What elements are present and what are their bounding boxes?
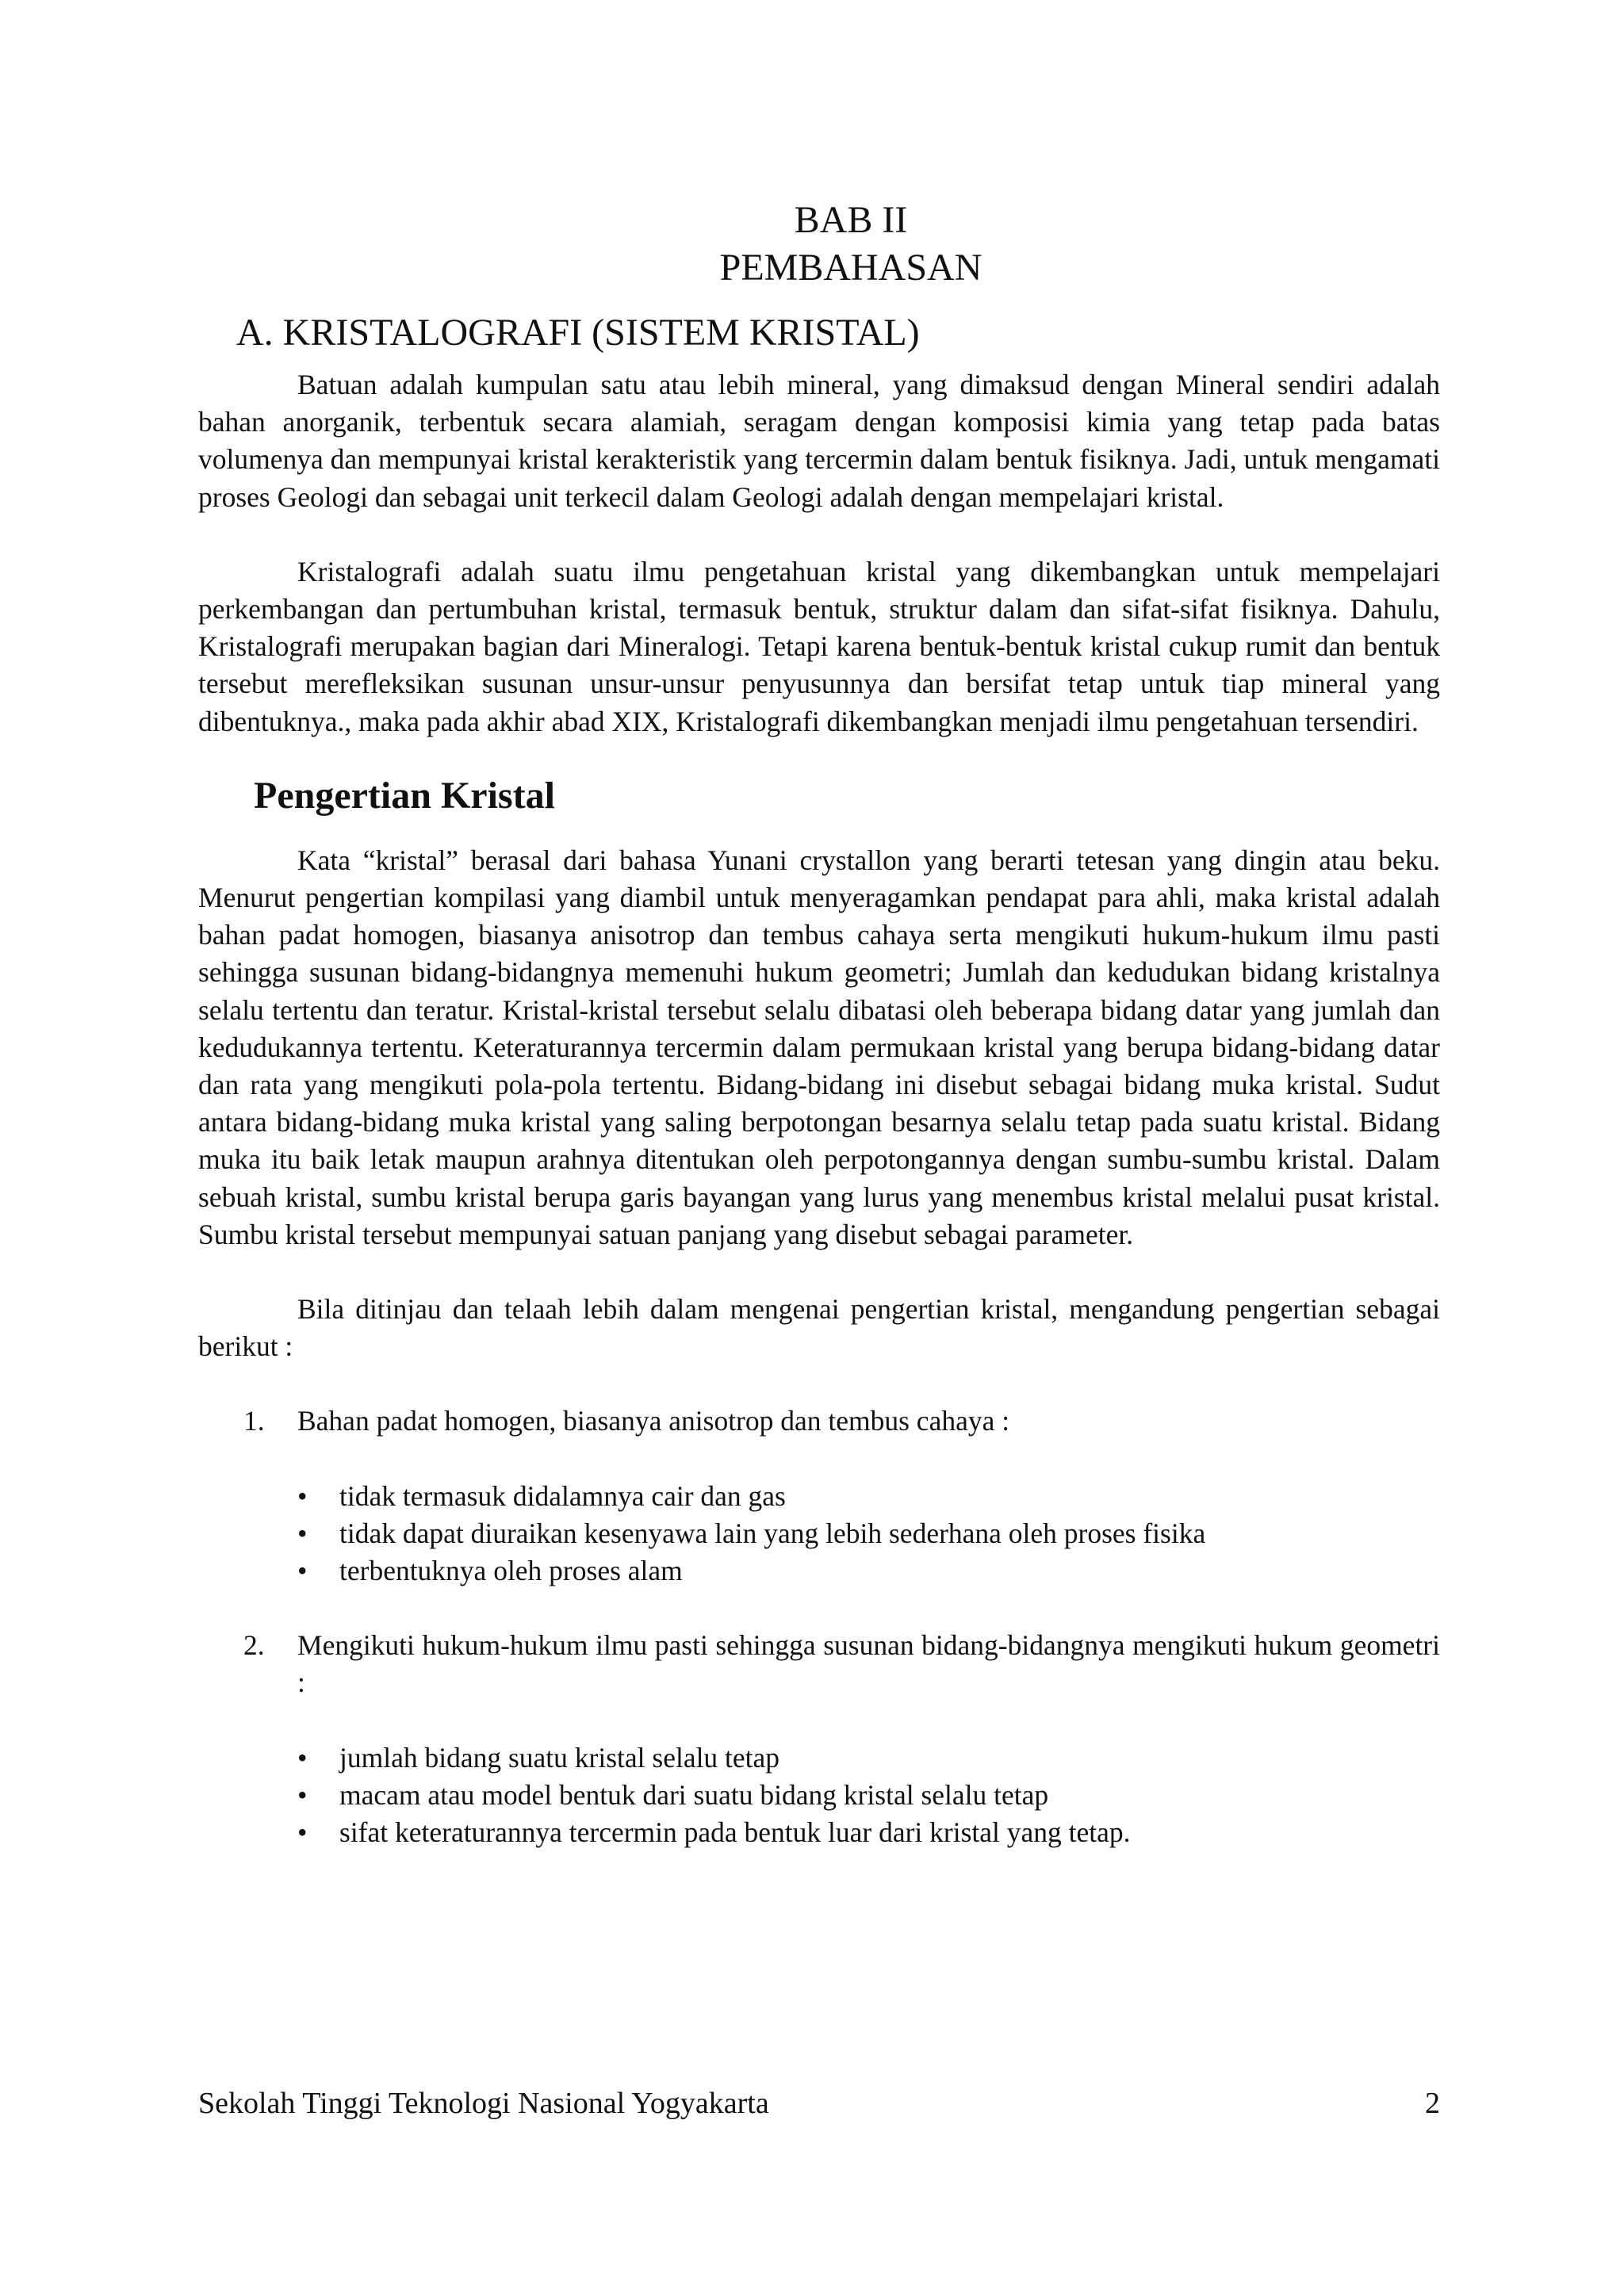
list-item (289, 1814, 1440, 1851)
list-item (289, 1739, 1440, 1777)
list-spacer (198, 1441, 1440, 1478)
bullet-icon: • (297, 1778, 308, 1811)
list-item (289, 1552, 1440, 1590)
bullet-text: sifat keteraturannya tercermin pada bentuk luar dari kristal yang tetap. (339, 1816, 1131, 1849)
paragraph-spacer (198, 516, 1440, 553)
numbered-item-1 (198, 1402, 1440, 1440)
page-footer (198, 2085, 1440, 2122)
footer-institution: Sekolah Tinggi Teknologi Nasional Yogyakarta (198, 2087, 769, 2120)
bullet-text: macam atau model bentuk dari suatu bidang kristal selalu tetap (339, 1778, 1049, 1811)
paragraph-bila-ditinjau: Bila ditinjau dan telaah lebih dalam mengenai pengertian kristal, mengandung pengertian sebagai berikut : (198, 1293, 1440, 1363)
bullet-list-2 (198, 1739, 1440, 1852)
bullet-icon: • (297, 1741, 308, 1774)
paragraph-kristalografi: Kristalografi adalah suatu ilmu pengetahuan kristal yang dikembangkan untuk mempelajari perkembangan dan pertumbuhan kristal, termasuk bentuk, struktur dalam dan sifat-sifat fisiknya. Dahulu, Kristalografi merupakan bagian dari Mineralogi. Tetapi karena bentuk-bentuk kristal cukup rumit dan bentuk tersebut merefleksikan susunan unsur-unsur penyusunnya dan bersifat tetap untuk tiap mineral yang dibentuknya., maka pada akhir abad XIX, Kristalografi dikembangkan menjadi ilmu pengetahuan tersendiri. (198, 555, 1440, 737)
paragraph-spacer (198, 1365, 1440, 1402)
bullet-icon: • (297, 1479, 308, 1512)
bullet-text: tidak termasuk didalamnya cair dan gas (339, 1479, 786, 1512)
page-number: 2 (1425, 2087, 1440, 2120)
list-spacer (198, 1590, 1440, 1627)
item-text: Mengikuti hukum-hukum ilmu pasti sehingga susunan bidang-bidangnya mengikuti hukum geometri : (297, 1629, 1440, 1699)
list-item (289, 1478, 1440, 1515)
paragraph-spacer (198, 1253, 1440, 1291)
list-item (289, 1515, 1440, 1552)
chapter-label: BAB II (794, 199, 908, 241)
bullet-text: jumlah bidang suatu kristal selalu tetap (339, 1741, 780, 1774)
bullet-icon: • (297, 1555, 308, 1587)
paragraph-kata-kristal: Kata “kristal” berasal dari bahasa Yunani crystallon yang berarti tetesan yang dingin atau beku. Menurut pengertian kompilasi yang diambil untuk menyeragamkan pendapat para ahli, maka kristal adalah bahan padat homogen, biasanya anisotrop dan tembus cahaya serta mengikuti hukum-hukum ilmu pasti sehingga susunan bidang-bidangnya memenuhi hukum geometri; Jumlah dan kedudukan bidang kristalnya selalu tertentu dan teratur. Kristal-kristal tersebut selalu dibatasi oleh beberapa bidang datar yang jumlah dan kedudukannya tertentu. Keteraturannya tercermin dalam permukaan kristal yang berupa bidang-bidang datar dan rata yang mengikuti pola-pola tertentu. Bidang-bidang ini disebut sebagai bidang muka kristal. Sudut antara bidang-bidang muka kristal yang saling berpotongan besarnya selalu tetap pada suatu kristal. Bidang muka itu baik letak maupun arahnya ditentukan oleh perpotongannya dengan sumbu-sumbu kristal. Dalam sebuah kristal, sumbu kristal berupa garis bayangan yang lurus yang menembus kristal melalui pusat kristal. Sumbu kristal tersebut mempunyai satuan panjang yang disebut sebagai parameter. (198, 844, 1440, 1250)
bullet-text: tidak dapat diuraikan kesenyawa lain yang lebih sederhana oleh proses fisika (339, 1517, 1206, 1549)
item-number: 1. (243, 1405, 265, 1437)
bullet-list-1 (198, 1478, 1440, 1590)
section-title: A. KRISTALOGRAFI (SISTEM KRISTAL) (236, 312, 920, 354)
item-number: 2. (243, 1629, 265, 1662)
paragraph-batuan: Batuan adalah kumpulan satu atau lebih mineral, yang dimaksud dengan Mineral sendiri adalah bahan anorganik, terbentuk secara alamiah, seragam dengan komposisi kimia yang tetap pada batas volumenya dan mempunyai kristal kerakteristik yang tercermin dalam bentuk fisiknya. Jadi, untuk mengamati proses Geologi dan sebagai unit terkecil dalam Geologi adalah dengan mempelajari kristal. (198, 369, 1440, 513)
bullet-text: terbentuknya oleh proses alam (339, 1555, 683, 1587)
list-spacer (198, 1702, 1440, 1739)
item-text: Bahan padat homogen, biasanya anisotrop dan tembus cahaya : (297, 1405, 1010, 1437)
list-item (289, 1777, 1440, 1814)
bullet-icon: • (297, 1816, 308, 1849)
numbered-item-2 (198, 1627, 1440, 1701)
bullet-icon: • (297, 1517, 308, 1549)
chapter-title: PEMBAHASAN (719, 247, 982, 289)
subheading-pengertian-kristal: Pengertian Kristal (254, 774, 555, 817)
